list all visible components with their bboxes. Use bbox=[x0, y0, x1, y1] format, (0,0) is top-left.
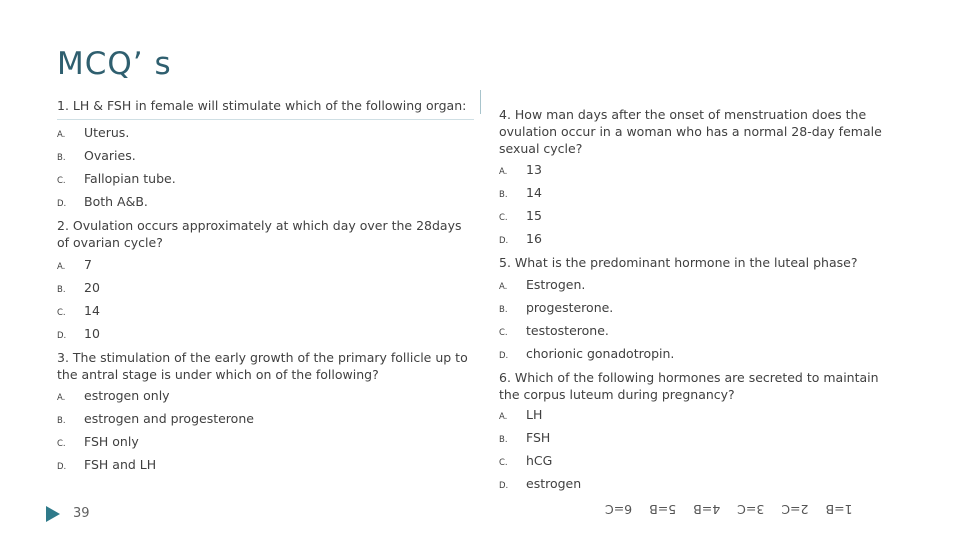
option-marker: D. bbox=[57, 331, 67, 341]
question-3-options bbox=[57, 388, 469, 480]
option-1d bbox=[57, 194, 469, 217]
answer-key-item: 1=B bbox=[825, 502, 853, 517]
option-4d bbox=[499, 231, 899, 254]
option-marker: D. bbox=[499, 481, 509, 491]
option-marker: D. bbox=[499, 351, 509, 361]
option-label: 7 bbox=[84, 257, 92, 272]
option-marker: A. bbox=[57, 130, 66, 140]
option-marker: A. bbox=[499, 412, 508, 422]
question-3 bbox=[57, 349, 469, 480]
option-marker: B. bbox=[499, 190, 508, 200]
option-label: 13 bbox=[526, 162, 542, 177]
question-5-options bbox=[499, 277, 899, 369]
option-6c bbox=[499, 453, 899, 476]
question-6-options bbox=[499, 407, 899, 499]
option-marker: B. bbox=[57, 285, 66, 295]
question-5 bbox=[499, 254, 899, 369]
option-marker: B. bbox=[57, 153, 66, 163]
option-marker: A. bbox=[57, 393, 66, 403]
option-label: estrogen only bbox=[84, 388, 170, 403]
option-6b bbox=[499, 430, 899, 453]
option-2d bbox=[57, 326, 469, 349]
question-4-text: 4. How man days after the onset of menstruation does the ovulation occur in a woman who has a normal 28-day female sexual cycle? bbox=[499, 107, 882, 156]
option-label: FSH and LH bbox=[84, 457, 157, 472]
question-1-text: 1. LH & FSH in female will stimulate which of the following organ: bbox=[57, 98, 467, 113]
option-marker: A. bbox=[57, 262, 66, 272]
option-2b bbox=[57, 280, 469, 303]
option-5c bbox=[499, 323, 899, 346]
option-marker: D. bbox=[57, 199, 67, 209]
option-label: estrogen and progesterone bbox=[84, 411, 254, 426]
answer-key-item: 6=C bbox=[605, 502, 633, 517]
option-marker: C. bbox=[499, 458, 508, 468]
option-1a bbox=[57, 125, 469, 148]
option-5d bbox=[499, 346, 899, 369]
option-marker: B. bbox=[57, 416, 66, 426]
option-marker: B. bbox=[499, 305, 508, 315]
option-label: LH bbox=[526, 407, 543, 422]
option-label: 15 bbox=[526, 208, 542, 223]
option-1c bbox=[57, 171, 469, 194]
question-4-options bbox=[499, 162, 899, 254]
question-6-text: 6. Which of the following hormones are secreted to maintain the corpus luteum during pregnancy? bbox=[499, 370, 879, 402]
slide-title: MCQ’ s bbox=[57, 46, 172, 82]
question-2-text: 2. Ovulation occurs approximately at which day over the 28days of ovarian cycle? bbox=[57, 218, 462, 250]
option-marker: B. bbox=[499, 435, 508, 445]
question-3-text: 3. The stimulation of the early growth of the primary follicle up to the antral stage is under which on of the following? bbox=[57, 350, 468, 382]
option-3d bbox=[57, 457, 469, 480]
question-1 bbox=[57, 97, 469, 217]
answer-key-item: 2=C bbox=[781, 502, 809, 517]
question-5-text: 5. What is the predominant hormone in the luteal phase? bbox=[499, 255, 858, 270]
option-marker: C. bbox=[499, 328, 508, 338]
option-marker: D. bbox=[57, 462, 67, 472]
option-marker: D. bbox=[499, 236, 509, 246]
option-label: Estrogen. bbox=[526, 277, 586, 292]
option-marker: C. bbox=[57, 439, 66, 449]
option-4a bbox=[499, 162, 899, 185]
option-3b bbox=[57, 411, 469, 434]
option-3a bbox=[57, 388, 469, 411]
option-marker: A. bbox=[499, 167, 508, 177]
option-label: FSH only bbox=[84, 434, 139, 449]
option-label: FSH bbox=[526, 430, 551, 445]
option-label: Uterus. bbox=[84, 125, 130, 140]
option-6a bbox=[499, 407, 899, 430]
option-label: 14 bbox=[84, 303, 100, 318]
option-label: hCG bbox=[526, 453, 553, 468]
question-1-options bbox=[57, 125, 469, 217]
option-label: Both A&B. bbox=[84, 194, 148, 209]
option-label: Ovaries. bbox=[84, 148, 136, 163]
option-label: 10 bbox=[84, 326, 100, 341]
option-2c bbox=[57, 303, 469, 326]
answer-key-item: 4=B bbox=[693, 502, 721, 517]
option-3c bbox=[57, 434, 469, 457]
question-2 bbox=[57, 217, 469, 349]
page-number: 39 bbox=[73, 506, 90, 521]
option-label: 14 bbox=[526, 185, 542, 200]
option-2a bbox=[57, 257, 469, 280]
option-6d bbox=[499, 476, 899, 499]
answer-key-item: 3=C bbox=[737, 502, 765, 517]
option-4c bbox=[499, 208, 899, 231]
option-5b bbox=[499, 300, 899, 323]
question-6 bbox=[499, 369, 899, 499]
option-4b bbox=[499, 185, 899, 208]
option-marker: C. bbox=[57, 176, 66, 186]
answer-key-item: 5=B bbox=[649, 502, 677, 517]
right-column bbox=[499, 106, 899, 499]
question-2-options bbox=[57, 257, 469, 349]
option-label: Fallopian tube. bbox=[84, 171, 176, 186]
left-column bbox=[57, 97, 469, 480]
option-label: progesterone. bbox=[526, 300, 614, 315]
option-label: 20 bbox=[84, 280, 100, 295]
option-marker: A. bbox=[499, 282, 508, 292]
column-divider bbox=[480, 90, 481, 114]
option-marker: C. bbox=[499, 213, 508, 223]
option-label: estrogen bbox=[526, 476, 582, 491]
option-label: testosterone. bbox=[526, 323, 609, 338]
play-triangle-icon bbox=[46, 506, 60, 522]
option-1b bbox=[57, 148, 469, 171]
option-label: chorionic gonadotropin. bbox=[526, 346, 675, 361]
option-label: 16 bbox=[526, 231, 542, 246]
option-5a bbox=[499, 277, 899, 300]
answer-key bbox=[605, 502, 870, 517]
option-marker: C. bbox=[57, 308, 66, 318]
question-4 bbox=[499, 106, 899, 254]
